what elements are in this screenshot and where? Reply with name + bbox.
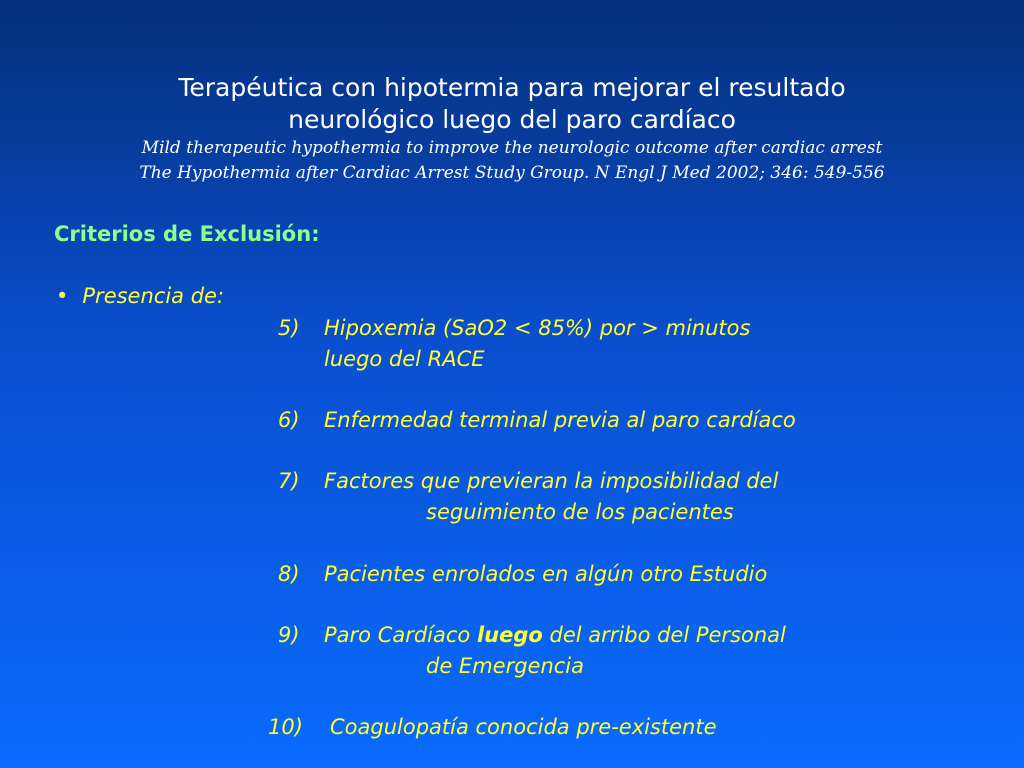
item-number: 6) [278,408,300,432]
item-text: seguimiento de los pacientes [426,500,734,524]
item-text: de Emergencia [426,654,585,678]
item-text: luego del RACE [324,347,485,371]
item-number: 10) [268,715,303,739]
item-text: Hipoxemia (SaO2 < 85%) por > minutos [324,316,751,340]
item-number: 7) [278,469,300,493]
item-text: Coagulopatía conocida pre-existente [330,715,717,739]
item-text: Factores que previeran la imposibilidad del [324,469,779,493]
section-heading: Criterios de Exclusión: [54,222,320,246]
bullet-text: Presencia de: [82,284,225,308]
list-item-continuation [426,497,734,528]
list-item [278,313,750,344]
list-item [278,620,786,651]
bullet-presencia [56,284,224,308]
list-item-continuation [324,344,485,375]
item-text: Paro Cardíaco [324,623,477,647]
slide-title-line-2: neurológico luego del paro cardíaco [288,105,736,134]
citation-title: Mild therapeutic hypothermia to improve the neurologic outcome after cardiac arrest [141,138,883,158]
item-text: Pacientes enrolados en algún otro Estudio [324,562,768,586]
list-item [278,466,778,497]
citation-source: The Hypothermia after Cardiac Arrest Study Group. N Engl J Med 2002; 346: 549-556 [139,163,885,183]
slide-title-block [0,72,1024,186]
item-number: 5) [278,316,300,340]
list-item [278,559,767,590]
item-text-emphasis: luego [476,623,543,647]
item-number: 9) [278,623,300,647]
list-item [278,405,796,436]
slide-title-line-1: Terapéutica con hipotermia para mejorar el resultado [178,73,846,102]
item-number: 8) [278,562,300,586]
item-text: del arribo del Personal [542,623,786,647]
list-item [268,712,717,743]
item-text: Enfermedad terminal previa al paro cardíaco [324,408,796,432]
bullet-dot: • [56,284,69,308]
list-item-continuation [426,651,584,682]
